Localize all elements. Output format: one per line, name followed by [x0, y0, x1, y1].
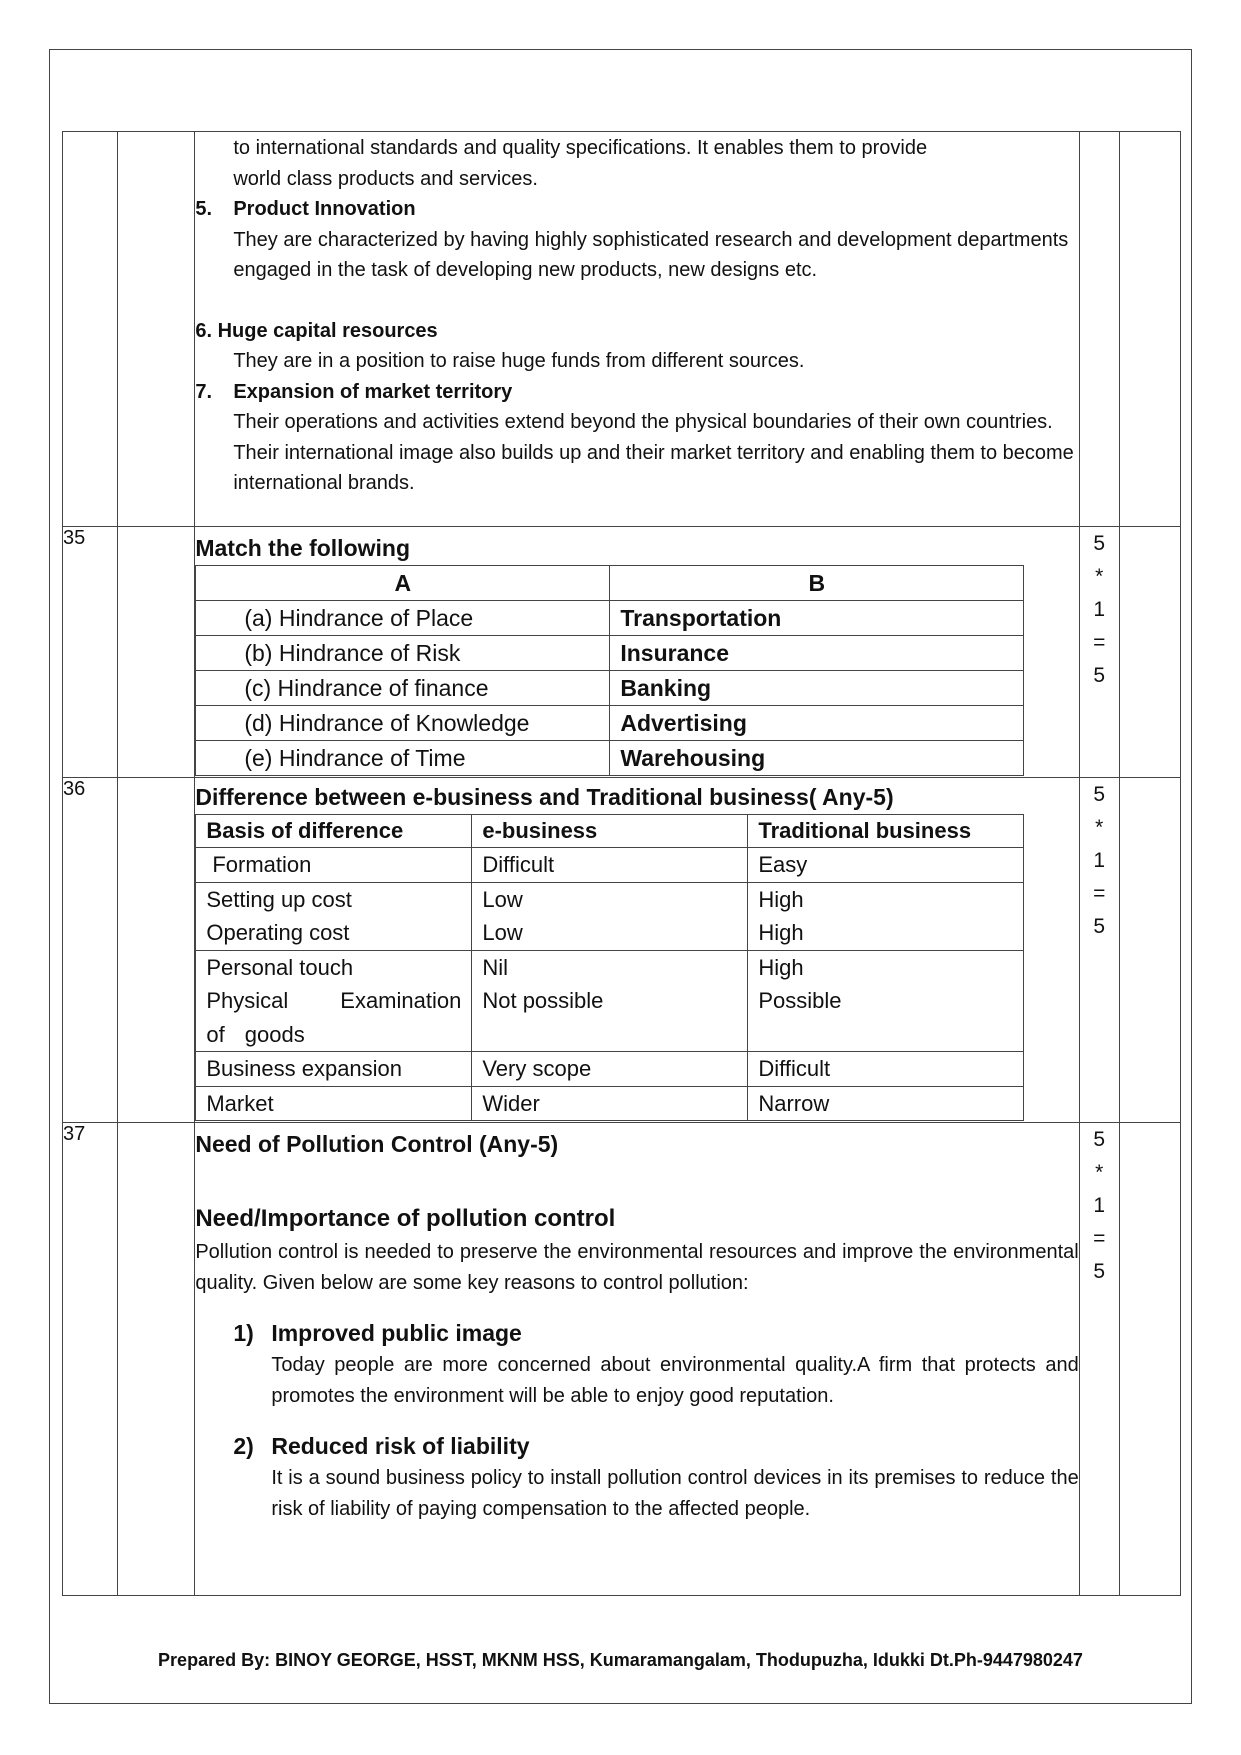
table-cell: [472, 950, 748, 1052]
question-title: Need of Pollution Control (Any-5): [195, 1131, 559, 1157]
table-row: [196, 1086, 1024, 1121]
list-item: [195, 377, 1078, 499]
question-title: Match the following: [195, 535, 410, 561]
table-cell: Wider: [472, 1086, 748, 1121]
table-cell: Banking: [610, 671, 1024, 706]
question-row-35: [63, 527, 1181, 778]
point-number: 2): [233, 1433, 254, 1459]
cell-text: Not possible: [482, 988, 604, 1013]
item-body: They are characterized by having highly sophisticated research and development departments engaged in the task of developing new products, new designs etc.: [233, 228, 1069, 281]
blank-cell: [1119, 1123, 1180, 1596]
column-header: Basis of difference: [196, 815, 472, 848]
question-row-36: [63, 778, 1181, 1123]
mark-line: 5: [1093, 1128, 1106, 1151]
column-header: Traditional business: [748, 815, 1024, 848]
table-row: [196, 741, 1024, 776]
mark-line: *: [1095, 816, 1104, 839]
blank-cell: [118, 778, 195, 1123]
continuation-row: [63, 132, 1181, 527]
cell-text: High: [758, 954, 804, 980]
point-body: Today people are more concerned about environmental quality.A firm that protects and promotes the environment will be able to enjoy good reputation.: [271, 1354, 1079, 1407]
point-heading: [233, 1429, 1078, 1463]
table-cell: (c) Hindrance of finance: [196, 671, 610, 706]
content-cell: [195, 527, 1079, 778]
table-cell: Very scope: [472, 1052, 748, 1087]
table-row: [196, 1052, 1024, 1087]
table-row: [196, 636, 1024, 671]
mark-line: 5: [1093, 915, 1106, 938]
cell-text: Possible: [758, 988, 842, 1013]
cell-text: Low: [482, 886, 523, 912]
question-number: 36: [63, 778, 118, 1123]
point-body: It is a sound business policy to install pollution control devices in its premises to reduce the risk of liability of paying compensation to the affected people.: [271, 1467, 1079, 1520]
marks-cell: [1079, 132, 1119, 527]
item-body: They are in a position to raise huge funds from different sources.: [233, 350, 805, 372]
section-heading: Need/Importance of pollution control: [195, 1205, 616, 1232]
table-cell: [748, 950, 1024, 1052]
blank-cell: [118, 1123, 195, 1596]
table-cell: Difficult: [472, 848, 748, 883]
blank-cell: [118, 527, 195, 778]
mark-line: 5: [1093, 532, 1106, 555]
blank-cell: [118, 132, 195, 527]
table-row: [196, 671, 1024, 706]
item-title: Expansion of market territory: [233, 380, 513, 403]
continuation-line: world class products and services.: [233, 167, 538, 190]
cell-text: Personal touch: [206, 954, 354, 980]
table-row: [196, 601, 1024, 636]
marks-cell: [1079, 778, 1119, 1123]
table-row: [196, 848, 1024, 883]
item-body: Their operations and activities extend beyond the physical boundaries of their own countries. Their international image also builds up and their market territory and enabling them to become international brands.: [233, 411, 1074, 494]
point-title: Reduced risk of liability: [271, 1433, 530, 1459]
table-cell: Business expansion: [196, 1052, 472, 1087]
table-cell: [196, 950, 472, 1052]
item-title: Huge capital resources: [217, 319, 438, 342]
column-header: e-business: [472, 815, 748, 848]
table-cell: [196, 882, 472, 950]
list-item: [195, 1429, 1078, 1524]
column-header: B: [610, 566, 1024, 601]
list-item: [195, 194, 1078, 286]
column-header: A: [196, 566, 610, 601]
mark-line: =: [1093, 631, 1106, 654]
cell-text: Physical Examination of goods: [206, 988, 462, 1047]
table-cell: (a) Hindrance of Place: [196, 601, 610, 636]
list-item: [195, 316, 1078, 377]
item-number: 7.: [195, 380, 213, 403]
blank-cell: [1119, 132, 1180, 527]
mark-line: =: [1093, 1227, 1106, 1250]
blank-cell: [1119, 778, 1180, 1123]
content-cell: [195, 132, 1079, 527]
answer-key-table: [62, 131, 1181, 1596]
item-number: 5.: [195, 198, 213, 220]
question-number: 37: [63, 1123, 118, 1596]
point-title: Improved public image: [271, 1320, 522, 1346]
cell-text: Low: [482, 920, 523, 945]
page-footer: Prepared By: BINOY GEORGE, HSST, MKNM HSS, Kumaramangalam, Thodupuzha, Idukki Dt.Ph-9447980247: [158, 1650, 1083, 1670]
point-heading: [233, 1316, 1078, 1350]
mark-line: 1: [1093, 849, 1106, 872]
table-cell: Transportation: [610, 601, 1024, 636]
table-cell: Market: [196, 1086, 472, 1121]
difference-table: [195, 814, 1024, 1121]
match-table: [195, 565, 1024, 776]
cell-text: Setting up cost: [206, 886, 352, 912]
table-cell: Easy: [748, 848, 1024, 883]
content-cell: [195, 1123, 1079, 1596]
table-cell: (b) Hindrance of Risk: [196, 636, 610, 671]
mark-line: *: [1095, 1161, 1104, 1184]
continuation-line: to international standards and quality specifications. It enables them to provide: [233, 137, 928, 159]
table-row: [196, 882, 1024, 950]
table-cell: [196, 848, 472, 883]
table-row: [196, 950, 1024, 1052]
cell-text: Operating cost: [206, 920, 350, 945]
item-title: Product Innovation: [233, 198, 416, 220]
table-cell: Narrow: [748, 1086, 1024, 1121]
marks-cell: [1079, 527, 1119, 778]
table-cell: Warehousing: [610, 741, 1024, 776]
table-cell: Advertising: [610, 706, 1024, 741]
qno-cell: [63, 132, 118, 527]
intro-paragraph: Pollution control is needed to preserve the environmental resources and improve the environmental quality. Given below are some key reasons to control pollution:: [195, 1241, 1079, 1294]
table-cell: [472, 882, 748, 950]
mark-line: 5: [1093, 1260, 1106, 1283]
item-number: 6.: [195, 319, 213, 342]
question-row-37: [63, 1123, 1181, 1596]
table-cell: Insurance: [610, 636, 1024, 671]
list-item: [195, 1316, 1078, 1411]
question-number: 35: [63, 527, 118, 778]
cell-text: Formation: [212, 852, 312, 877]
question-title: Difference between e-business and Traditional business( Any-5): [195, 784, 894, 810]
mark-line: =: [1093, 882, 1106, 905]
mark-line: 1: [1093, 598, 1106, 621]
table-row: [196, 706, 1024, 741]
point-number: 1): [233, 1320, 254, 1346]
blank-cell: [1119, 527, 1180, 778]
cell-text: High: [758, 920, 804, 945]
cell-text: High: [758, 886, 804, 912]
table-header-row: [196, 566, 1024, 601]
table-header-row: [196, 815, 1024, 848]
table-cell: [748, 882, 1024, 950]
table-cell: (e) Hindrance of Time: [196, 741, 610, 776]
table-cell: Difficult: [748, 1052, 1024, 1087]
table-cell: (d) Hindrance of Knowledge: [196, 706, 610, 741]
content-cell: [195, 778, 1079, 1123]
mark-line: 5: [1093, 664, 1106, 687]
marks-cell: [1079, 1123, 1119, 1596]
mark-line: 5: [1093, 783, 1106, 806]
mark-line: *: [1095, 565, 1104, 588]
cell-text: Nil: [482, 954, 509, 980]
mark-line: 1: [1093, 1194, 1106, 1217]
